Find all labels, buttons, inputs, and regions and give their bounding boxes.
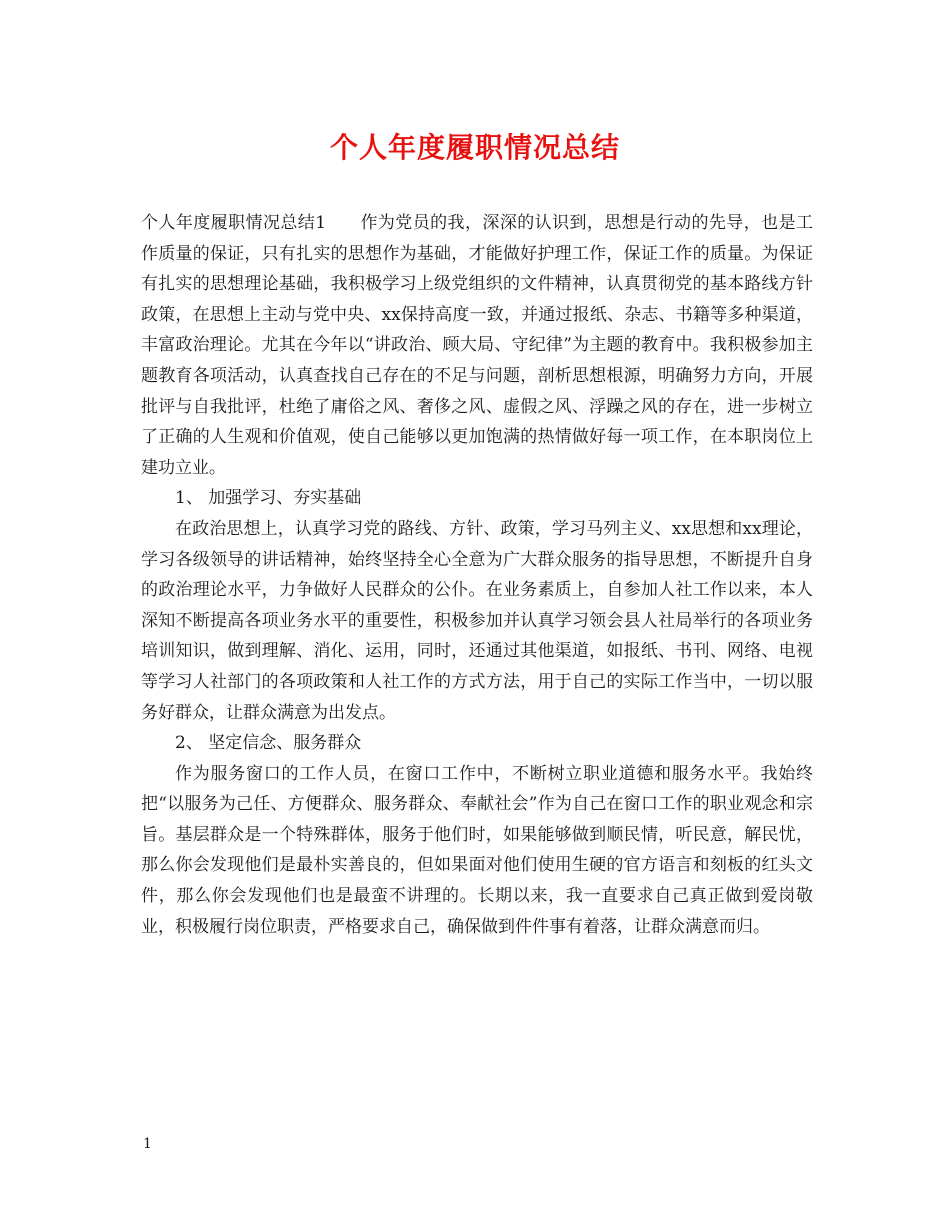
intro-label: 个人年度履职情况总结1 <box>141 213 327 233</box>
document-title: 个人年度履职情况总结 <box>329 131 620 164</box>
document-body <box>141 208 813 942</box>
section-heading-1: 1、 加强学习、夯实基础 <box>175 488 362 509</box>
intro-paragraph <box>141 208 813 483</box>
intro-text: 作为党员的我，深深的认识到，思想是行动的先导，也是工作质量的保证，只有扎实的思想作为基础，才能做好护理工作，保证工作的质量。为保证有扎实的思想理论基础，我积极学习上级党组织的文件精神，认真贯彻党的基本路线方针政策，在思想上主动与党中央、xx保持高度一致，并通过报纸、杂志、书籍等多种渠道，丰富政治理论。尤其在今年以“讲政治、顾大局、守纪律”为主题的教育中。我积极参加主题教育各项活动，认真查找自己存在的不足与问题，剖析思想根源，明确努力方向，开展批评与自我批评，杜绝了庸俗之风、奢侈之风、虚假之风、浮躁之风的存在，进一步树立了正确的人生观和价值观，使自己能够以更加饱满的热情做好每一项工作，在本职岗位上建功立业。 <box>141 213 813 478</box>
section-heading-2: 2、 坚定信念、服务群众 <box>175 733 362 754</box>
section-paragraph-2: 作为服务窗口的工作人员，在窗口工作中，不断树立职业道德和服务水平。我始终把“以服务为己任、方便群众、服务群众、奉献社会”作为自己在窗口工作的职业观念和宗旨。基层群众是一个特殊群体，服务于他们时，如果能够做到顺民情，听民意，解民忧，那么你会发现他们是最朴实善良的，但如果面对他们使用生硬的官方语言和刻板的红头文件，那么你会发现他们也是最蛮不讲理的。长期以来，我一直要求自己真正做到爱岗敬业，积极履行岗位职责，严格要求自己，确保做到件件事有着落，让群众满意而归。 <box>141 763 813 937</box>
section-paragraph-1: 在政治思想上，认真学习党的路线、方针、政策，学习马列主义、xx思想和xx理论，学习各级领导的讲话精神，始终坚持全心全意为广大群众服务的指导思想，不断提升自身的政治理论水平，力争做好人民群众的公仆。在业务素质上，自参加人社工作以来，本人深知不断提高各项业务水平的重要性，积极参加并认真学习领会县人社局举行的各项业务培训知识，做到理解、消化、运用，同时，还通过其他渠道，如报纸、书刊、网络、电视等学习人社部门的各项政策和人社工作的方式方法，用于自己的实际工作当中，一切以服务好群众，让群众满意为出发点。 <box>141 518 813 723</box>
page-number: 1 <box>143 1136 152 1152</box>
